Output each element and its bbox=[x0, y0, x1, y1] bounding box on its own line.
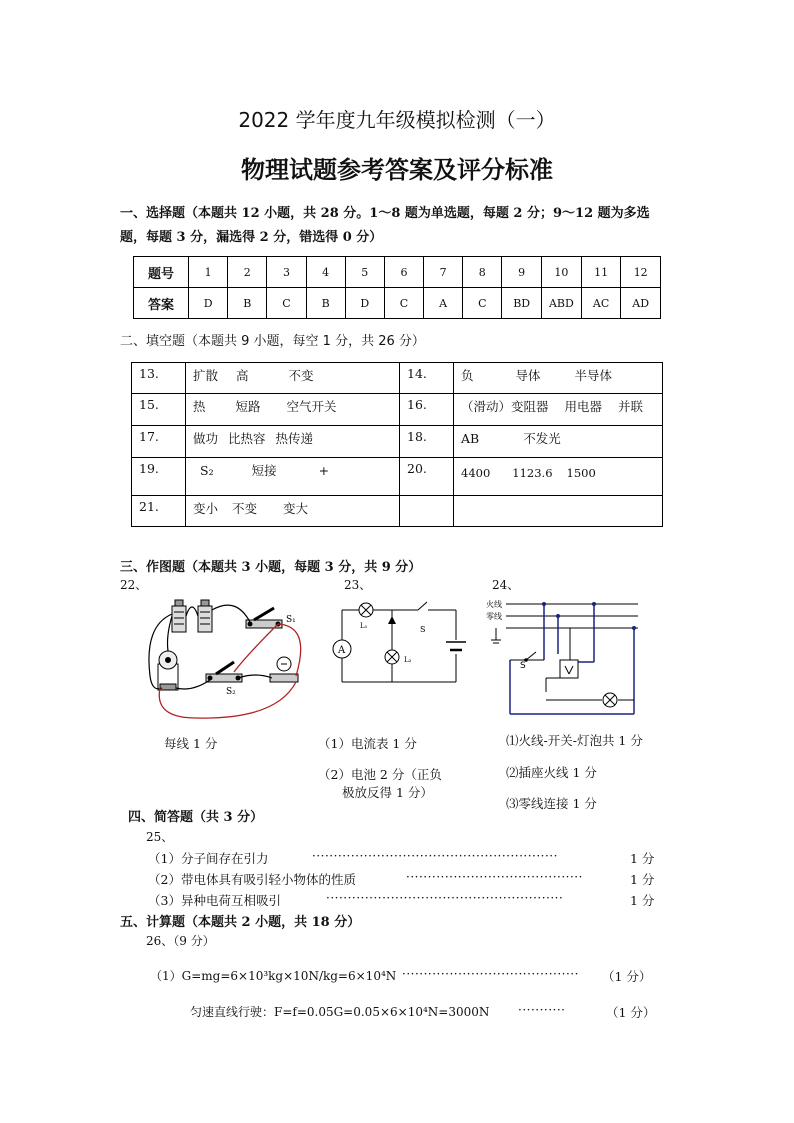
answer-blank: 比热容 bbox=[228, 431, 266, 446]
switch-s-icon bbox=[418, 602, 427, 610]
current-arrow-icon bbox=[388, 616, 396, 624]
q25-item-2: （2）带电体具有吸引轻小物体的性质 bbox=[148, 872, 356, 887]
table-row bbox=[132, 458, 663, 496]
s-label: S bbox=[420, 625, 426, 634]
q22-label: 22、 bbox=[120, 578, 148, 592]
q22-circuit-diagram bbox=[136, 596, 326, 726]
answer-blank: 1500 bbox=[566, 466, 596, 480]
answer-cell bbox=[186, 394, 400, 426]
answer-blank: AB bbox=[461, 431, 480, 446]
question-number: 16. bbox=[400, 394, 454, 426]
section4-heading: 四、简答题（共 3 分） bbox=[128, 810, 264, 825]
q22-scoring-note: 每线 1 分 bbox=[164, 736, 218, 751]
socket-icon bbox=[560, 660, 578, 678]
mc-number: 3 bbox=[267, 257, 306, 288]
q25-item-2-score: 1 分 bbox=[630, 872, 655, 887]
table-row bbox=[132, 394, 663, 426]
mc-answer: ABD bbox=[541, 288, 581, 319]
switch-icon bbox=[524, 652, 544, 662]
question-number: 21. bbox=[132, 496, 186, 527]
mc-answer: B bbox=[228, 288, 267, 319]
answer-cell bbox=[186, 458, 400, 496]
s1-label: S₁ bbox=[286, 615, 296, 625]
mc-answer-table bbox=[133, 256, 661, 319]
table-row bbox=[132, 363, 663, 394]
section2-heading: 二、填空题（本题共 9 小题，每空 1 分，共 26 分） bbox=[120, 334, 425, 349]
mc-number-row bbox=[134, 257, 661, 288]
q24-wiring-diagram bbox=[486, 596, 646, 720]
q26-step-2-score: （1 分） bbox=[606, 1005, 656, 1020]
mc-number: 1 bbox=[189, 257, 228, 288]
question-number: 17. bbox=[132, 426, 186, 458]
answer-blank: 用电器 bbox=[564, 399, 603, 414]
switch-s-label: S bbox=[520, 661, 526, 671]
section5-heading: 五、计算题（本题共 2 小题，共 18 分） bbox=[120, 915, 361, 930]
answer-cell bbox=[454, 426, 663, 458]
question-number bbox=[400, 496, 454, 527]
mc-answer: BD bbox=[502, 288, 542, 319]
answer-blank: 并联 bbox=[618, 399, 644, 414]
mc-number: 8 bbox=[463, 257, 502, 288]
mc-number: 9 bbox=[502, 257, 542, 288]
fill-blank-table bbox=[131, 362, 663, 527]
question-number: 19. bbox=[132, 458, 186, 496]
mc-answer: B bbox=[306, 288, 345, 319]
question-number: 18. bbox=[400, 426, 454, 458]
mc-answer: D bbox=[345, 288, 384, 319]
question-number: 13. bbox=[132, 363, 186, 394]
answer-blank: 做功 bbox=[193, 431, 219, 446]
q25-item-1-score: 1 分 bbox=[630, 851, 655, 866]
switch-s2-icon bbox=[206, 662, 242, 682]
mc-number: 7 bbox=[424, 257, 463, 288]
answer-cell bbox=[454, 458, 663, 496]
answer-blank: 导体 bbox=[515, 368, 541, 383]
answer-blank: 半导体 bbox=[574, 368, 613, 383]
q25-label: 25、 bbox=[146, 830, 174, 844]
answer-blank: 4400 bbox=[461, 466, 491, 480]
section1-heading-line2: 题，每题 3 分，漏选得 2 分，错选得 0 分） bbox=[120, 230, 383, 245]
answer-blank: 变小 bbox=[193, 501, 219, 516]
q23-scoring-note-1: （1）电流表 1 分 bbox=[318, 736, 417, 751]
mc-answer: C bbox=[384, 288, 423, 319]
exam-title: 2022 学年度九年级模拟检测（一） bbox=[238, 108, 556, 132]
mc-answer-row bbox=[134, 288, 661, 319]
mc-label-answer: 答案 bbox=[134, 288, 189, 319]
answer-key-title: 物理试题参考答案及评分标准 bbox=[241, 156, 553, 184]
answer-blank: 短路 bbox=[235, 399, 261, 414]
question-number: 14. bbox=[400, 363, 454, 394]
mc-number: 12 bbox=[621, 257, 661, 288]
answer-blank: 不发光 bbox=[523, 431, 561, 446]
question-number: 20. bbox=[400, 458, 454, 496]
battery-icon bbox=[172, 600, 186, 632]
q26-label: 26、（9 分） bbox=[146, 934, 215, 948]
answer-blank: 空气开关 bbox=[286, 399, 337, 414]
section1-heading-line1: 一、选择题（本题共 12 小题，共 28 分。1～8 题为单选题，每题 2 分；9～12 题为多选 bbox=[120, 206, 650, 221]
bulb-icon bbox=[270, 657, 298, 682]
q24-scoring-note-2: ⑵插座火线 1 分 bbox=[506, 765, 597, 780]
q23-scoring-note-2a: （2）电池 2 分（正负 bbox=[318, 767, 442, 782]
q23-label: 23、 bbox=[344, 578, 372, 592]
mc-number: 4 bbox=[306, 257, 345, 288]
ammeter-label: A bbox=[338, 645, 346, 656]
live-wire-label: 火线 bbox=[486, 600, 502, 609]
answer-cell bbox=[454, 496, 663, 527]
q23-circuit-diagram bbox=[328, 600, 468, 690]
answer-blank: 扩散 bbox=[193, 368, 219, 383]
q26-step-2: 匀速直线行驶：F=f=0.05G=0.05×6×10⁴N=3000N bbox=[190, 1005, 490, 1019]
answer-blank: + bbox=[318, 463, 330, 478]
answer-blank: （滑动）变阻器 bbox=[461, 399, 549, 414]
mc-number: 5 bbox=[345, 257, 384, 288]
mc-number: 10 bbox=[541, 257, 581, 288]
answer-blank: 热 bbox=[193, 399, 206, 414]
q24-label: 24、 bbox=[492, 578, 520, 592]
answer-blank: 短接 bbox=[251, 463, 277, 478]
mc-answer: D bbox=[189, 288, 228, 319]
q23-scoring-note-2b: 极放反得 1 分） bbox=[342, 785, 433, 800]
motor-icon bbox=[158, 651, 178, 690]
q25-item-3-score: 1 分 bbox=[630, 893, 655, 908]
mc-answer: AC bbox=[581, 288, 621, 319]
answer-cell bbox=[454, 394, 663, 426]
answer-blank: 变大 bbox=[283, 501, 309, 516]
mc-label-question: 题号 bbox=[134, 257, 189, 288]
answer-cell bbox=[186, 426, 400, 458]
answer-cell bbox=[186, 363, 400, 394]
section3-heading: 三、作图题（本题共 3 小题，每题 3 分，共 9 分） bbox=[120, 560, 422, 575]
q24-scoring-note-3: ⑶零线连接 1 分 bbox=[506, 796, 597, 811]
answer-blank: 负 bbox=[461, 368, 474, 383]
answer-blank: S₂ bbox=[200, 463, 214, 478]
table-row bbox=[132, 496, 663, 527]
leader-dots: ························································· bbox=[312, 849, 558, 863]
q26-step-1-score: （1 分） bbox=[602, 969, 652, 984]
mc-number: 2 bbox=[228, 257, 267, 288]
leader-dots: ········································· bbox=[402, 967, 579, 981]
answer-blank: 不变 bbox=[288, 368, 314, 383]
l2-label: L₂ bbox=[404, 656, 412, 664]
battery-icon bbox=[198, 600, 212, 632]
answer-cell bbox=[454, 363, 663, 394]
answer-blank: 高 bbox=[236, 368, 249, 383]
mc-number: 6 bbox=[384, 257, 423, 288]
leader-dots: ······················································· bbox=[326, 891, 564, 905]
table-row bbox=[132, 426, 663, 458]
mc-answer: C bbox=[267, 288, 306, 319]
answer-blank: 不变 bbox=[232, 501, 258, 516]
q24-scoring-note-1: ⑴火线-开关-灯泡共 1 分 bbox=[506, 733, 643, 748]
answer-blank: 1123.6 bbox=[512, 466, 553, 480]
mc-answer: A bbox=[424, 288, 463, 319]
answer-blank: 热传递 bbox=[275, 431, 314, 446]
l1-label: L₁ bbox=[360, 622, 368, 630]
q25-item-3: （3）异种电荷互相吸引 bbox=[148, 893, 281, 908]
q25-item-1: （1）分子间存在引力 bbox=[148, 851, 269, 866]
leader-dots: ··········· bbox=[518, 1003, 566, 1017]
leader-dots: ········································· bbox=[406, 870, 583, 884]
question-number: 15. bbox=[132, 394, 186, 426]
answer-cell bbox=[186, 496, 400, 527]
mc-number: 11 bbox=[581, 257, 621, 288]
s2-label: S₂ bbox=[226, 687, 236, 697]
mc-answer: AD bbox=[621, 288, 661, 319]
mc-answer: C bbox=[463, 288, 502, 319]
q26-step-1: （1）G=mg=6×10³kg×10N/kg=6×10⁴N bbox=[150, 969, 397, 983]
neutral-wire-label: 零线 bbox=[486, 612, 502, 621]
